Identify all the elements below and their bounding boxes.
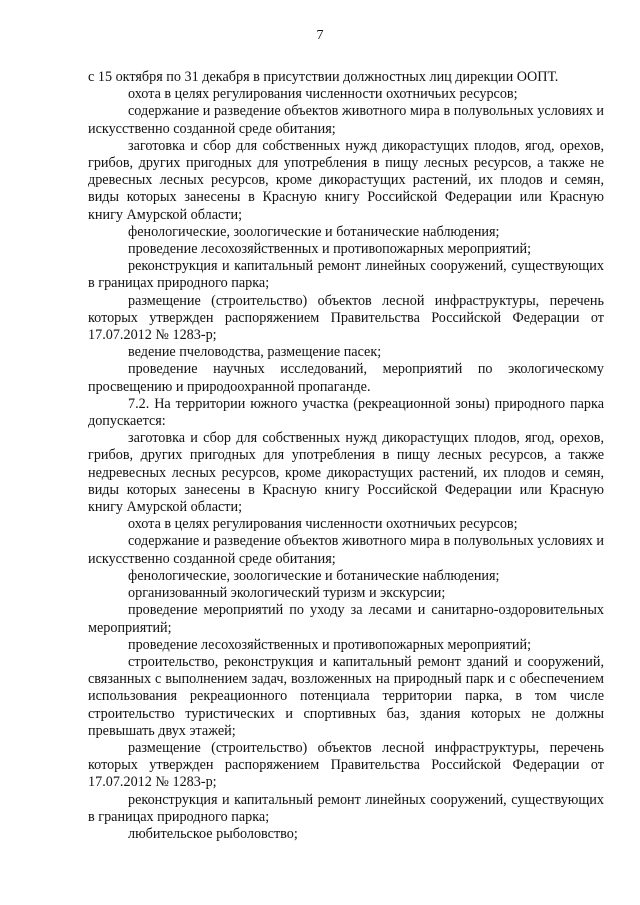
list-item-observations-south: фенологические, зоологические и ботанические наблюдения; — [128, 567, 500, 584]
list-item-eco-tourism: организованный экологический туризм и экскурсии; — [128, 585, 446, 602]
document-body — [88, 69, 604, 843]
list-item-linear-structures: реконструкция и капитальный ремонт линейных сооружений, существующих в границах природного парка; — [88, 258, 604, 292]
page-number: 7 — [316, 28, 324, 43]
list-item-wildlife-keeping: содержание и разведение объектов животного мира в полувольных условиях и искусственно созданной среде обитания; — [88, 103, 604, 137]
list-item-forest-infrastructure: размещение (строительство) объектов лесной инфраструктуры, перечень которых утвержден распоряжением Правительства Российской Федерации от 17.07.2012 № 1283-р; — [88, 292, 604, 344]
list-item-wildlife-keeping-south: содержание и разведение объектов животного мира в полувольных условиях и искусственно созданной среде обитания; — [88, 533, 604, 567]
list-item-hunting-south: охота в целях регулирования численности охотничьих ресурсов; — [128, 516, 518, 533]
list-item-observations: фенологические, зоологические и ботанические наблюдения; — [128, 223, 500, 240]
list-item-fishing: любительское рыболовство; — [128, 825, 298, 842]
list-item-forestry-fire: проведение лесохозяйственных и противопожарных мероприятий; — [128, 241, 532, 258]
list-item-harvesting-south: заготовка и сбор для собственных нужд дикорастущих плодов, ягод, орехов, грибов, других пригодных для употребления в пищу лесных ресурсов, а также недревесных лесных ресурсов, кроме дикорастущих растений, их плодов и семян, виды которых занесены в Красную книгу Российской Федерации или Красную книгу Амурской области; — [88, 430, 604, 516]
list-item-hunting: охота в целях регулирования численности охотничьих ресурсов; — [128, 86, 518, 103]
section-7-2-heading: 7.2. На территории южного участка (рекреационной зоны) природного парка допускается: — [88, 395, 604, 430]
list-item-research: проведение научных исследований, мероприятий по экологическому просвещению и природоохранной пропаганде. — [88, 361, 604, 395]
list-item-forest-infrastructure-south: размещение (строительство) объектов лесной инфраструктуры, перечень которых утвержден распоряжением Правительства Российской Федерации от 17.07.2012 № 1283-р; — [88, 739, 604, 791]
list-item-beekeeping: ведение пчеловодства, размещение пасек; — [128, 344, 382, 361]
list-item-harvesting: заготовка и сбор для собственных нужд дикорастущих плодов, ягод, орехов, грибов, других пригодных для употребления в пищу лесных ресурсов, а также не древесных лесных ресурсов, кроме дикорастущих растений, их плодов и семян, виды которых занесены в Красную книгу Российской Федерации или Красную книгу Амурской области; — [88, 137, 604, 223]
list-item-forestry-fire-south: проведение лесохозяйственных и противопожарных мероприятий; — [128, 636, 532, 653]
list-item-forest-care: проведение мероприятий по уходу за лесами и санитарно-оздоровительных мероприятий; — [88, 602, 604, 636]
paragraph-continuation: с 15 октября по 31 декабря в присутствии должностных лиц дирекции ООПТ. — [88, 69, 559, 85]
list-item-linear-structures-south: реконструкция и капитальный ремонт линейных сооружений, существующих в границах природного парка; — [88, 791, 604, 825]
list-item-construction: строительство, реконструкция и капитальный ремонт зданий и сооружений, связанных с выполнением задач, возложенных на природный парк и с обеспечением использования рекреационного потенциала территории парка, в том числе строительство туристических и спортивных баз, здания которых не должны превышать двух этажей; — [88, 653, 604, 739]
